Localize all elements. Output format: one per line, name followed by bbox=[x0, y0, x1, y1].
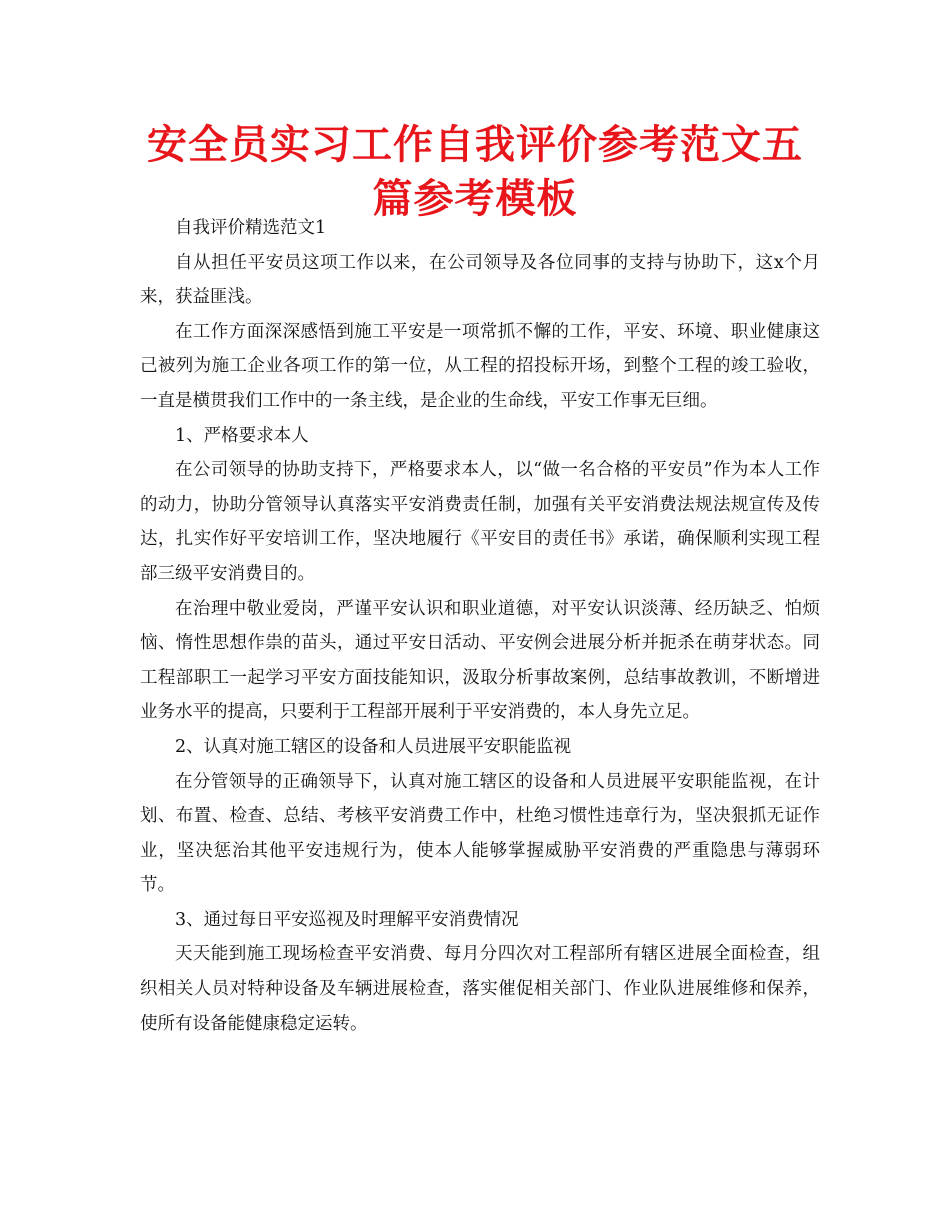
document-body bbox=[140, 211, 820, 1041]
body-paragraph: 在工作方面深深感悟到施工平安是一项常抓不懈的工作，平安、环境、职业健康这己被列为施工企业各项工作的第一位，从工程的招投标开场，到整个工程的竣工验收，一直是横贯我们工作中的一条主线，是企业的生命线，平安工作事无巨细。 bbox=[140, 321, 820, 411]
body-paragraph: 自从担任平安员这项工作以来，在公司领导及各位同事的支持与协助下，这x个月来，获益匪浅。 bbox=[140, 252, 820, 308]
document-title: 安全员实习工作自我评价参考范文五篇参考模板 bbox=[147, 122, 803, 222]
section-heading: 2、认真对施工辖区的设备和人员进展平安职能监视 bbox=[175, 736, 572, 757]
section-heading: 3、通过每日平安巡视及时理解平安消费情况 bbox=[175, 909, 519, 930]
body-paragraph: 天天能到施工现场检查平安消费、每月分四次对工程部所有辖区进展全面检查，组织相关人员对特种设备及车辆进展检查，落实催促相关部门、作业队进展维修和保养，使所有设备能健康稳定运转。 bbox=[140, 944, 820, 1034]
section-heading: 1、严格要求本人 bbox=[175, 425, 309, 446]
body-paragraph: 在治理中敬业爱岗，严谨平安认识和职业道德，对平安认识淡薄、经历缺乏、怕烦恼、惰性思想作祟的苗头，通过平安日活动、平安例会进展分析并扼杀在萌芽状态。同工程部职工一起学习平安方面技能知识，汲取分析事故案例，总结事故教训，不断增进业务水平的提高，只要利于工程部开展利于平安消费的，本人身先立足。 bbox=[140, 598, 820, 723]
section-heading: 自我评价精选范文1 bbox=[175, 218, 327, 238]
body-paragraph: 在分管领导的正确领导下，认真对施工辖区的设备和人员进展平安职能监视，在计划、布置、检查、总结、考核平安消费工作中，杜绝习惯性违章行为，坚决狠抓无证作业，坚决惩治其他平安违规行为，使本人能够掌握威胁平安消费的严重隐患与薄弱环节。 bbox=[140, 771, 820, 896]
body-paragraph: 在公司领导的协助支持下，严格要求本人，以“做一名合格的平安员”作为本人工作的动力，协助分管领导认真落实平安消费责任制，加强有关平安消费法规法规宣传及传达，扎实作好平安培训工作，坚决地履行《平安目的责任书》承诺，确保顺利实现工程部三级平安消费目的。 bbox=[140, 460, 820, 584]
